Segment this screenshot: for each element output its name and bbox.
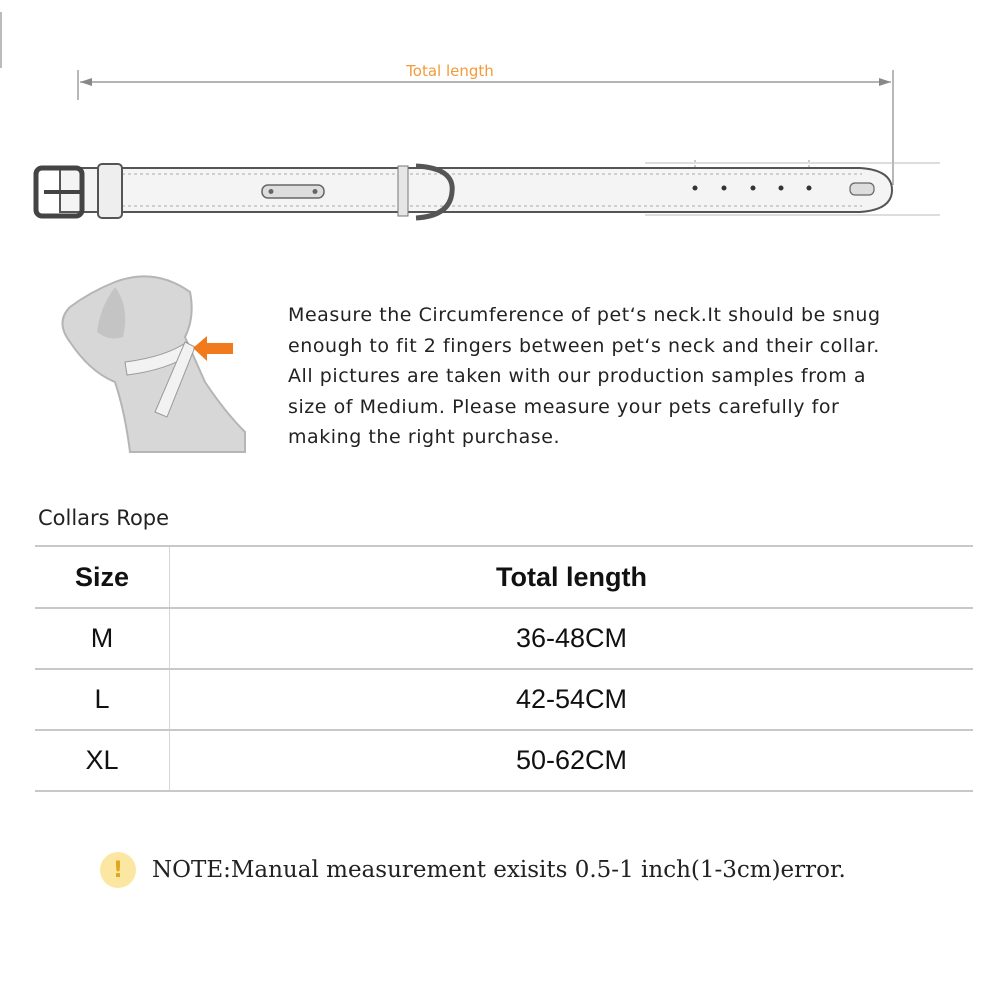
warning-icon: !	[100, 852, 136, 888]
size-cell: XL	[35, 730, 170, 791]
table-row	[35, 730, 973, 791]
length-cell: 36-48CM	[170, 608, 974, 669]
instruction-line: enough to fit 2 fingers between pet‘s neck and their collar.	[288, 334, 880, 357]
table-row	[35, 669, 973, 730]
note-text: NOTE:Manual measurement exisits 0.5-1 inch(1-3cm)error.	[152, 857, 846, 883]
section-title: Collars Rope	[38, 506, 170, 530]
header-total-length: Total length	[170, 546, 974, 608]
table-row	[35, 608, 973, 669]
length-cell: 50-62CM	[170, 730, 974, 791]
instruction-line: All pictures are taken with our production samples from a	[288, 365, 867, 387]
header-size: Size	[35, 546, 170, 608]
instruction-line: size of Medium. Please measure your pets carefully for	[288, 395, 840, 418]
note	[100, 850, 846, 890]
table-header-row	[35, 546, 973, 608]
instruction-line: making the right purchase.	[288, 426, 561, 448]
total-length-label: Total length	[406, 62, 494, 80]
size-cell: L	[35, 669, 170, 730]
dog-neck-measure-illustration	[55, 262, 250, 457]
instruction-line: Measure the Circumference of pet‘s neck.It should be snug	[288, 304, 881, 326]
measurement-instructions	[288, 300, 968, 453]
size-cell: M	[35, 608, 170, 669]
length-cell: 42-54CM	[170, 669, 974, 730]
size-table	[35, 545, 973, 792]
